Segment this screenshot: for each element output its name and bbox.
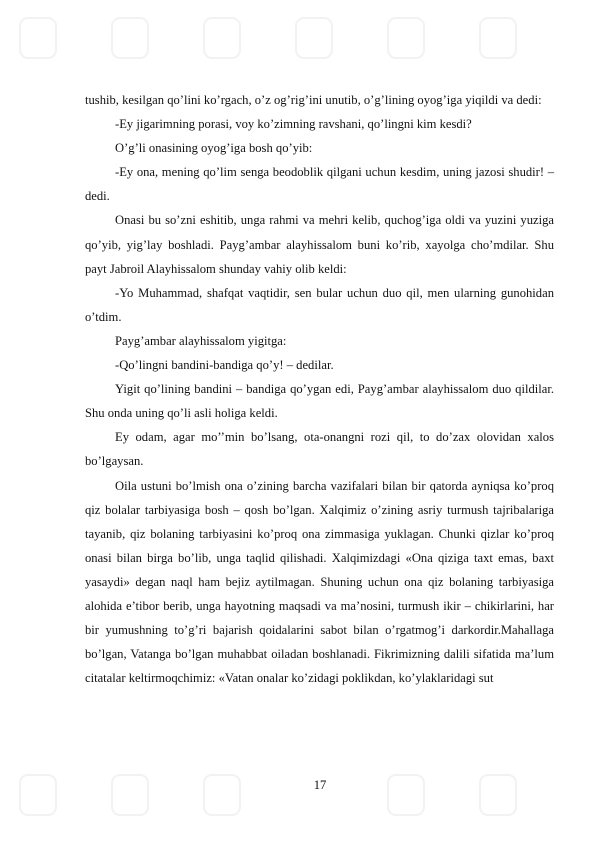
paragraph-2: -Ey jigarimning porasi, voy ko’zimning ravshani, qo’lingni kim kesdi?	[115, 117, 472, 132]
paragraph-4: -Ey ona, mening qo’lim senga beodoblik qilgani uchun kesdim, uning jazosi shudir! – dedi.	[85, 165, 554, 204]
paragraph-9: Yigit qo’lining bandini – bandiga qo’ygan edi, Payg’ambar alayhissalom duo qildilar. Shu onda uning qo’li asli holiga keldi.	[85, 382, 554, 421]
paragraph-1: tushib, kesilgan qo’lini ko’rgach, o’z og’rig’ini unutib, o’g’lining oyog’iga yiqildi va dedi:	[85, 93, 542, 107]
paragraph-8: -Qo’lingni bandini-bandiga qo’y! – dedilar.	[115, 358, 334, 373]
paragraph-5: Onasi bu so’zni eshitib, unga rahmi va mehri kelib, quchog’iga oldi va yuzini yuziga qo’yib, yig’lay boshladi. Payg’ambar alayhissalom buni ko’rib, xayolga cho’mdilar. Shu payt Jabroil Alayhissalom shunday vahiy olib keldi:	[85, 213, 554, 276]
paragraph-11: Oila ustuni bo’lmish ona o’zining barcha vazifalari bilan bir qatorda ayniqsa ko’proq qiz bolalar tarbiyasiga bosh – qosh bo’lgan. Xalqimiz o’zining asriy turmush tajribalariga tayanib, qiz bolaning tarbiyasini ko’proq ona zimmasiga yuklagan. Chunki qizlar ko’proq onasi bilan birga bo’lib, unga taqlid qilishadi. Xalqimizdagi «Ona qiziga taxt emas, baxt yasaydi» degan naql ham bejiz aytilmagan. Shuning uchun ona qiz bolaning tarbiyasiga alohida e’tibor berib, unga hayotning maqsadi va ma’nosini, turmush ikir – chikirlarini, har bir yumushning to’g’ri bajarish qoidalarini sabot bilan o’rgatmog’i darkordir.Mahallaga bo’lgan, Vatanga bo’lgan muhabbat oiladan boshlanadi. Fikrimizning dalili sifatida ma’lum citatalar keltirmoqchimiz: «Vatan onalar ko’zidagi poklikdan, ko’ylaklaridagi sut	[85, 478, 554, 686]
paragraph-10: Ey odam, agar mo’’min bo’lsang, ota-onangni rozi qil, to do’zax olovidan xalos bo’lgaysan.	[85, 430, 554, 469]
paragraph-3: O’g’li onasining oyog’iga bosh qo’yib:	[115, 141, 313, 156]
page-number: 17	[313, 778, 327, 792]
paragraph-7: Payg’ambar alayhissalom yigitga:	[115, 333, 287, 348]
paragraph-6: -Yo Muhammad, shafqat vaqtidir, sen bular uchun duo qil, men ularning gunohidan o’tdim.	[85, 285, 554, 324]
document-body	[85, 88, 554, 690]
